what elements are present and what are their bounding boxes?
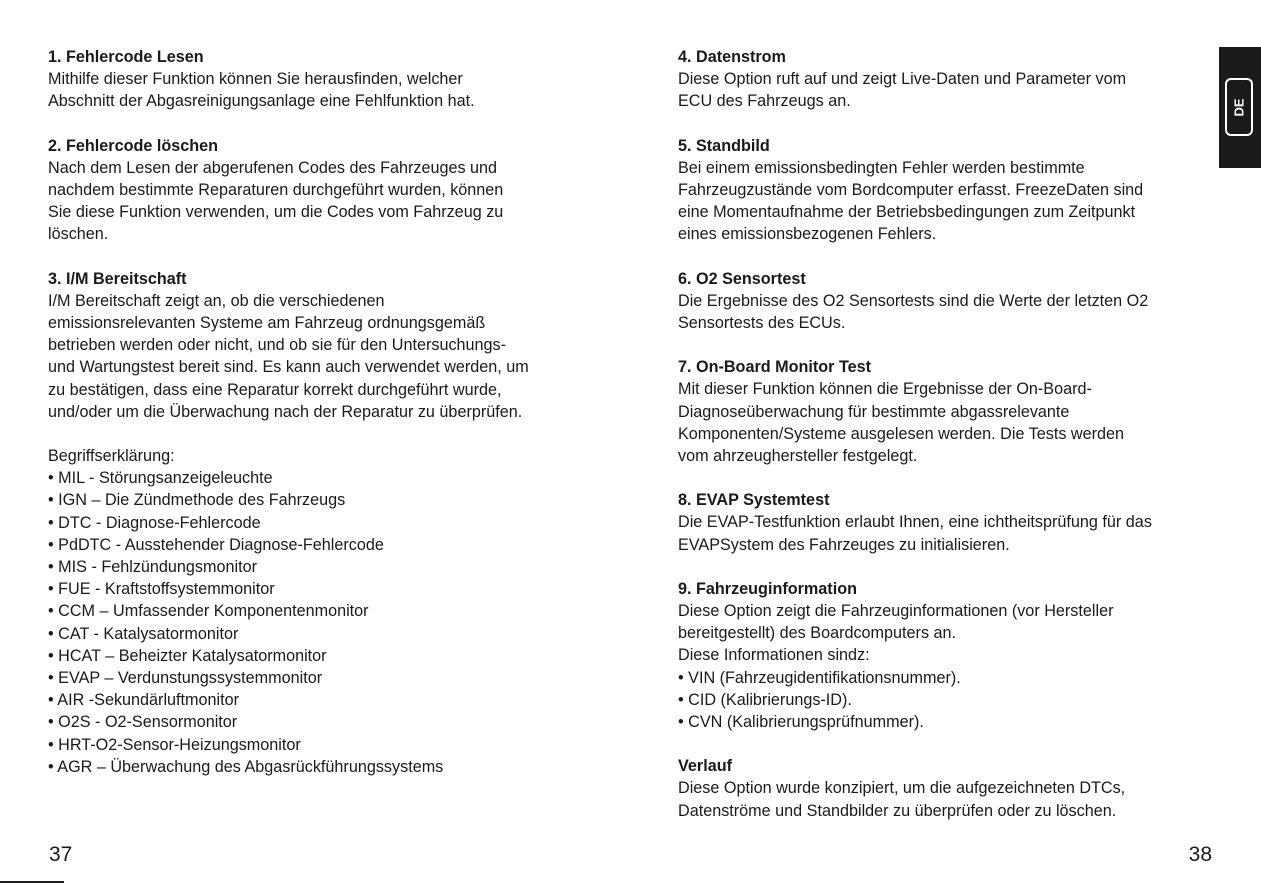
text-line: Fahrzeugzustände vom Bordcomputer erfasst. FreezeDaten sind (678, 181, 1144, 200)
text-line: Diagnoseüberwachung für bestimmte abgassrelevante (678, 402, 1070, 421)
text-line: emissionsrelevanten Systeme am Fahrzeug ordnungsgemäß (48, 314, 486, 333)
section-read-codes (48, 46, 608, 113)
section-heading: 5. Standbild (678, 136, 770, 155)
language-tab (1219, 47, 1261, 168)
section-erase-codes (48, 135, 608, 246)
section-heading: 4. Datenstrom (678, 48, 786, 66)
bullet-item: • CID (Kalibrierungs-ID). (678, 689, 1223, 711)
glossary-item: • EVAP – Verdunstungssystemmonitor (48, 667, 608, 689)
text-line: Mithilfe dieser Funktion können Sie herausfinden, welcher (48, 70, 463, 89)
section-heading: 3. I/M Bereitschaft (48, 269, 187, 288)
section-heading: 1. Fehlercode Lesen (48, 48, 204, 66)
text-line: bereitgestellt) des Boardcomputers an. (678, 624, 957, 643)
glossary-item: • MIS - Fehlzündungsmonitor (48, 556, 608, 578)
right-page (630, 0, 1261, 883)
text-line: ECU des Fahrzeugs an. (678, 92, 851, 111)
page-number-right: 38 (1188, 843, 1212, 866)
text-line: nachdem bestimmte Reparaturen durchgeführt wurden, können (48, 181, 504, 200)
language-label: DE (1231, 97, 1247, 117)
text-line: und/oder um die Überwachung nach der Reparatur zu überprüfen. (48, 402, 523, 421)
section-onboard-monitor-test (678, 356, 1223, 467)
glossary-item: • FUE - Kraftstoffsystemmonitor (48, 578, 608, 600)
text-line: I/M Bereitschaft zeigt an, ob die verschiedenen (48, 291, 385, 310)
text-line: Diese Informationen sindz: (678, 646, 870, 665)
text-line: betrieben werden oder nicht, und ob sie für den Untersuchungs- (48, 336, 507, 355)
text-line: zu bestätigen, dass eine Reparatur korrekt durchgeführt wurde, (48, 380, 502, 399)
text-line: Abschnitt der Abgasreinigungsanlage eine Fehlfunktion hat. (48, 92, 475, 111)
section-evap-test (678, 489, 1223, 556)
section-heading: 6. O2 Sensortest (678, 269, 806, 288)
glossary-title: Begriffserklärung: (48, 447, 175, 466)
text-line: löschen. (48, 225, 109, 244)
glossary-item: • AGR – Überwachung des Abgasrückführungssystems (48, 756, 608, 778)
text-line: Mit dieser Funktion können die Ergebnisse der On-Board- (678, 380, 1092, 399)
language-badge (1225, 78, 1253, 136)
text-line: Diese Option ruft auf und zeigt Live-Daten und Parameter vom (678, 70, 1127, 89)
section-im-readiness (48, 268, 608, 423)
glossary-item: • AIR -Sekundärluftmonitor (48, 689, 608, 711)
text-line: Sensortests des ECUs. (678, 314, 846, 333)
section-data-stream (678, 46, 1223, 113)
text-line: Komponenten/Systeme ausgelesen werden. Die Tests werden (678, 424, 1125, 443)
section-heading: 2. Fehlercode löschen (48, 136, 219, 155)
text-line: eine Momentaufnahme der Betriebsbedingungen zum Zeitpunkt (678, 203, 1136, 222)
left-column (48, 46, 608, 800)
section-heading: 9. Fahrzeuginformation (678, 579, 857, 598)
right-column (678, 46, 1223, 844)
bullet-item: • CVN (Kalibrierungsprüfnummer). (678, 711, 1223, 733)
section-vehicle-info (678, 578, 1223, 733)
glossary-item: • HCAT – Beheizter Katalysatormonitor (48, 645, 608, 667)
text-line: und Wartungstest bereit sind. Es kann auch verwendet werden, um (48, 358, 529, 377)
section-heading: 7. On-Board Monitor Test (678, 358, 872, 377)
glossary-item: • CAT - Katalysatormonitor (48, 623, 608, 645)
glossary-item: • IGN – Die Zündmethode des Fahrzeugs (48, 489, 608, 511)
glossary-item: • PdDTC - Ausstehender Diagnose-Fehlercode (48, 534, 608, 556)
section-heading: 8. EVAP Systemtest (678, 491, 830, 510)
section-o2-sensor-test (678, 268, 1223, 335)
text-line: Sie diese Funktion verwenden, um die Codes vom Fahrzeug zu (48, 203, 504, 222)
glossary-item: • MIL - Störungsanzeigeleuchte (48, 467, 608, 489)
text-line: vom ahrzeughersteller festgelegt. (678, 447, 918, 466)
section-freeze-frame (678, 135, 1223, 246)
left-page (0, 0, 630, 883)
section-history (678, 755, 1223, 822)
text-line: Die EVAP-Testfunktion erlaubt Ihnen, eine ichtheitsprüfung für das (678, 513, 1152, 532)
section-heading: Verlauf (678, 757, 732, 776)
text-line: EVAPSystem des Fahrzeuges zu initialisieren. (678, 535, 1010, 554)
glossary-item: • DTC - Diagnose-Fehlercode (48, 512, 608, 534)
text-line: eines emissionsbezogenen Fehlers. (678, 225, 937, 244)
bullet-item: • VIN (Fahrzeugidentifikationsnummer). (678, 667, 1223, 689)
glossary-item: • HRT-O2-Sensor-Heizungsmonitor (48, 734, 608, 756)
text-line: Die Ergebnisse des O2 Sensortests sind die Werte der letzten O2 (678, 291, 1149, 310)
text-line: Diese Option zeigt die Fahrzeuginformationen (vor Hersteller (678, 602, 1114, 621)
glossary-item: • CCM – Umfassender Komponentenmonitor (48, 600, 608, 622)
text-line: Diese Option wurde konzipiert, um die aufgezeichneten DTCs, (678, 779, 1126, 798)
text-line: Datenströme und Standbilder zu überprüfen oder zu löschen. (678, 801, 1117, 820)
glossary (48, 445, 608, 778)
text-line: Nach dem Lesen der abgerufenen Codes des Fahrzeuges und (48, 158, 498, 177)
text-line: Bei einem emissionsbedingten Fehler werden bestimmte (678, 158, 1085, 177)
page-number-left: 37 (49, 843, 73, 866)
glossary-item: • O2S - O2-Sensormonitor (48, 711, 608, 733)
